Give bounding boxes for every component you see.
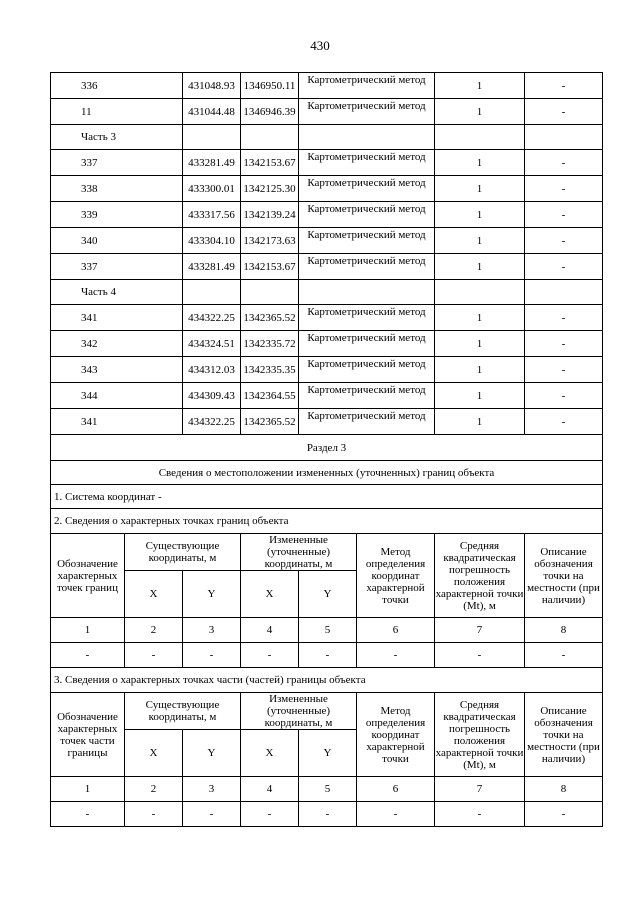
description: - xyxy=(525,73,603,99)
point-number: 338 xyxy=(51,176,183,202)
column-number: 5 xyxy=(299,618,357,643)
coord-y: 1342335.35 xyxy=(241,357,299,383)
column-number-row xyxy=(51,618,603,643)
col-x-existing: X xyxy=(125,730,183,777)
description: - xyxy=(525,176,603,202)
col-method: Метод определения координат характерной точки xyxy=(357,534,435,618)
accuracy: 1 xyxy=(435,202,525,228)
coord-x: 433317.56 xyxy=(183,202,241,228)
coord-y: 1342139.24 xyxy=(241,202,299,228)
point-row xyxy=(51,409,603,435)
col-existing: Существующие координаты, м xyxy=(125,693,241,730)
column-number: 6 xyxy=(357,777,435,802)
empty-value: - xyxy=(183,643,241,668)
column-number: 4 xyxy=(241,618,299,643)
part-row xyxy=(51,125,603,150)
coord-x: 434324.51 xyxy=(183,331,241,357)
part-row xyxy=(51,280,603,305)
header-row xyxy=(51,693,603,730)
point-number: 341 xyxy=(51,409,183,435)
empty-value: - xyxy=(525,802,603,827)
column-number-row xyxy=(51,777,603,802)
table-cell xyxy=(525,280,603,305)
coord-x: 431048.93 xyxy=(183,73,241,99)
point-row xyxy=(51,383,603,409)
point-number: 336 xyxy=(51,73,183,99)
col-changed: Измененные (уточненные) координаты, м xyxy=(241,693,357,730)
point-number: 341 xyxy=(51,305,183,331)
col-error: Средняя квадратическая погрешность положения характерной точки (Mt), м xyxy=(435,534,525,618)
block-title-row xyxy=(51,668,603,693)
coord-y: 1342335.72 xyxy=(241,331,299,357)
point-row xyxy=(51,176,603,202)
accuracy: 1 xyxy=(435,228,525,254)
point-number: 342 xyxy=(51,331,183,357)
accuracy: 1 xyxy=(435,305,525,331)
col-changed: Измененные (уточненные) координаты, м xyxy=(241,534,357,571)
accuracy: 1 xyxy=(435,73,525,99)
point-number: 11 xyxy=(51,99,183,125)
description: - xyxy=(525,202,603,228)
column-number: 7 xyxy=(435,618,525,643)
accuracy: 1 xyxy=(435,383,525,409)
empty-value: - xyxy=(435,643,525,668)
description: - xyxy=(525,150,603,176)
section-subtitle: Сведения о местоположении измененных (уточненных) границ объекта xyxy=(51,461,603,485)
accuracy: 1 xyxy=(435,254,525,280)
table-cell xyxy=(183,280,241,305)
col-x-changed: X xyxy=(241,730,299,777)
col-x-changed: X xyxy=(241,571,299,618)
block-title: 2. Сведения о характерных точках границ объекта xyxy=(51,509,603,534)
block-title: 3. Сведения о характерных точках части (частей) границы объекта xyxy=(51,668,603,693)
method: Картометрический метод xyxy=(299,228,435,254)
empty-value: - xyxy=(125,643,183,668)
method: Картометрический метод xyxy=(299,409,435,435)
header-row xyxy=(51,534,603,571)
description: - xyxy=(525,254,603,280)
coord-x: 433281.49 xyxy=(183,150,241,176)
description: - xyxy=(525,409,603,435)
coord-y: 1346950.11 xyxy=(241,73,299,99)
coord-system: 1. Система координат - xyxy=(51,485,603,509)
table-cell xyxy=(525,125,603,150)
col-desc: Описание обозначения точки на местности (при наличии) xyxy=(525,534,603,618)
col-y-existing: Y xyxy=(183,730,241,777)
point-number: 337 xyxy=(51,150,183,176)
point-number: 340 xyxy=(51,228,183,254)
col-x-existing: X xyxy=(125,571,183,618)
column-number: 8 xyxy=(525,777,603,802)
coord-x: 431044.48 xyxy=(183,99,241,125)
col-y-changed: Y xyxy=(299,730,357,777)
empty-value: - xyxy=(241,643,299,668)
accuracy: 1 xyxy=(435,357,525,383)
coord-y: 1342365.52 xyxy=(241,409,299,435)
empty-value: - xyxy=(241,802,299,827)
coord-y: 1342125.30 xyxy=(241,176,299,202)
col-y-changed: Y xyxy=(299,571,357,618)
point-row xyxy=(51,202,603,228)
coord-x: 433300.01 xyxy=(183,176,241,202)
point-number: 344 xyxy=(51,383,183,409)
empty-value: - xyxy=(525,643,603,668)
coord-y: 1342173.63 xyxy=(241,228,299,254)
part-label: Часть 4 xyxy=(51,280,183,305)
coord-y: 1342153.67 xyxy=(241,254,299,280)
empty-value: - xyxy=(125,802,183,827)
empty-value: - xyxy=(183,802,241,827)
accuracy: 1 xyxy=(435,99,525,125)
point-row xyxy=(51,331,603,357)
accuracy: 1 xyxy=(435,150,525,176)
empty-value: - xyxy=(299,643,357,668)
coord-y: 1342365.52 xyxy=(241,305,299,331)
coord-x: 434312.03 xyxy=(183,357,241,383)
col-point-label: Обозначение характерных точек части границы xyxy=(51,693,125,777)
table-cell xyxy=(435,280,525,305)
table-cell xyxy=(299,280,435,305)
description: - xyxy=(525,383,603,409)
column-number: 2 xyxy=(125,618,183,643)
coordinates-table xyxy=(50,72,603,827)
table-cell xyxy=(435,125,525,150)
table-cell xyxy=(241,280,299,305)
description: - xyxy=(525,357,603,383)
column-number: 7 xyxy=(435,777,525,802)
column-number: 8 xyxy=(525,618,603,643)
coord-x: 433281.49 xyxy=(183,254,241,280)
col-method: Метод определения координат характерной точки xyxy=(357,693,435,777)
column-number: 6 xyxy=(357,618,435,643)
accuracy: 1 xyxy=(435,176,525,202)
method: Картометрический метод xyxy=(299,383,435,409)
empty-value: - xyxy=(299,802,357,827)
coord-y: 1346946.39 xyxy=(241,99,299,125)
column-number: 5 xyxy=(299,777,357,802)
point-row xyxy=(51,73,603,99)
coord-x: 434309.43 xyxy=(183,383,241,409)
point-row xyxy=(51,254,603,280)
col-desc: Описание обозначения точки на местности (при наличии) xyxy=(525,693,603,777)
point-number: 337 xyxy=(51,254,183,280)
column-number: 4 xyxy=(241,777,299,802)
accuracy: 1 xyxy=(435,331,525,357)
table-cell xyxy=(241,125,299,150)
block-title-row xyxy=(51,509,603,534)
point-row xyxy=(51,357,603,383)
method: Картометрический метод xyxy=(299,176,435,202)
coord-system-row xyxy=(51,485,603,509)
page-number: 430 xyxy=(310,38,330,53)
point-row xyxy=(51,150,603,176)
coord-x: 434322.25 xyxy=(183,409,241,435)
coord-y: 1342364.55 xyxy=(241,383,299,409)
method: Картометрический метод xyxy=(299,305,435,331)
section-title: Раздел 3 xyxy=(51,435,603,461)
point-row xyxy=(51,99,603,125)
coord-x: 434322.25 xyxy=(183,305,241,331)
table-cell xyxy=(299,125,435,150)
method: Картометрический метод xyxy=(299,99,435,125)
point-row xyxy=(51,228,603,254)
col-existing: Существующие координаты, м xyxy=(125,534,241,571)
table-cell xyxy=(183,125,241,150)
column-number: 1 xyxy=(51,618,125,643)
description: - xyxy=(525,99,603,125)
description: - xyxy=(525,305,603,331)
method: Картометрический метод xyxy=(299,357,435,383)
empty-value: - xyxy=(357,802,435,827)
coord-y: 1342153.67 xyxy=(241,150,299,176)
method: Картометрический метод xyxy=(299,331,435,357)
part-label: Часть 3 xyxy=(51,125,183,150)
method: Картометрический метод xyxy=(299,202,435,228)
method: Картометрический метод xyxy=(299,73,435,99)
col-error: Средняя квадратическая погрешность положения характерной точки (Mt), м xyxy=(435,693,525,777)
section-row xyxy=(51,435,603,461)
empty-value: - xyxy=(51,802,125,827)
column-number: 1 xyxy=(51,777,125,802)
description: - xyxy=(525,331,603,357)
empty-value: - xyxy=(357,643,435,668)
description: - xyxy=(525,228,603,254)
empty-value: - xyxy=(51,643,125,668)
empty-value: - xyxy=(435,802,525,827)
empty-data-row xyxy=(51,802,603,827)
point-number: 343 xyxy=(51,357,183,383)
column-number: 3 xyxy=(183,777,241,802)
method: Картометрический метод xyxy=(299,254,435,280)
subtitle-row xyxy=(51,461,603,485)
method: Картометрический метод xyxy=(299,150,435,176)
point-number: 339 xyxy=(51,202,183,228)
empty-data-row xyxy=(51,643,603,668)
accuracy: 1 xyxy=(435,409,525,435)
column-number: 3 xyxy=(183,618,241,643)
point-row xyxy=(51,305,603,331)
coord-x: 433304.10 xyxy=(183,228,241,254)
col-y-existing: Y xyxy=(183,571,241,618)
col-point-label: Обозначение характерных точек границ xyxy=(51,534,125,618)
column-number: 2 xyxy=(125,777,183,802)
